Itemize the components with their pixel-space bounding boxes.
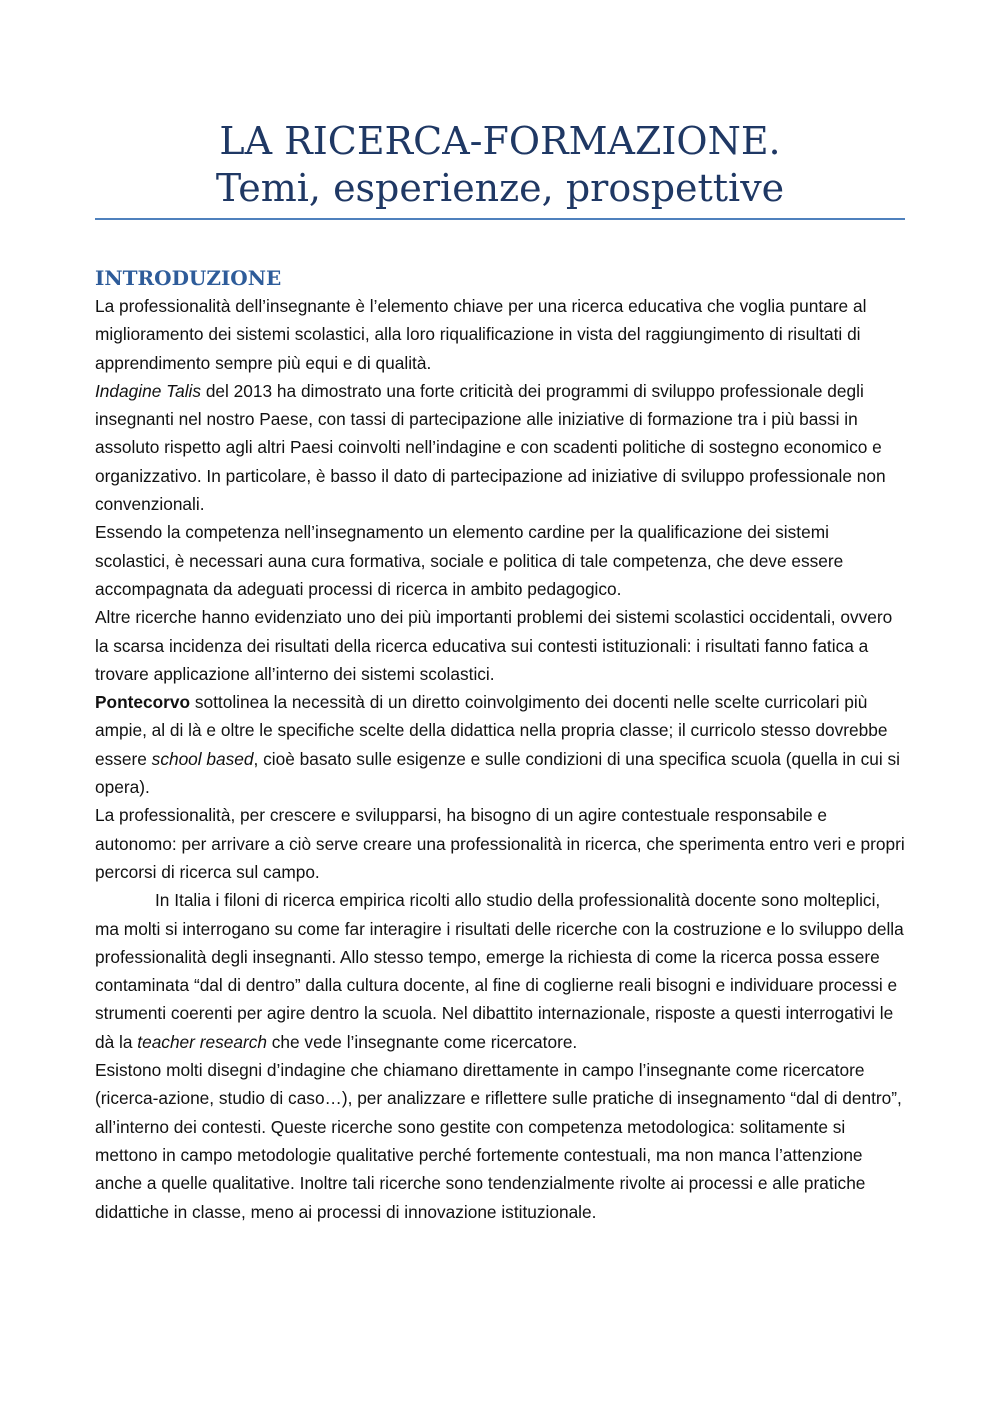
- paragraph-7-italic: teacher research: [137, 1031, 267, 1052]
- paragraph-5-text-2: , cioè basato sulle esigenze e sulle condizioni di una specifica scuola (quella in cui si opera).: [95, 748, 901, 798]
- paragraph-4: Altre ricerche hanno evidenziato uno dei più importanti problemi dei sistemi scolastici occidentali, ovvero la scarsa incidenza dei risultati della ricerca educativa sui contesti istituzionali: i risultati fanno fatica a trovare applicazione all’interno dei sistemi scolastici.: [95, 607, 893, 684]
- paragraph-2: [95, 377, 905, 518]
- paragraph-8: Esistono molti disegni d’indagine che chiamano direttamente in campo l’insegnante come ricercatore (ricerca-azione, studio di caso…), per analizzare e riflettere sulle pratiche di insegnamento “dal di dentro”, all’interno dei contesti. Queste ricerche sono gestite con competenza metodologica: solitamente si mettono in campo metodologie qualitative perché fortemente contestuali, ma non manca l’attenzione anche a quelle qualitative. Inoltre tali ricerche sono tendenzialmente rivolte ai processi e alle pratiche didattiche in classe, meno ai processi di innovazione istituzionale.: [95, 1060, 902, 1222]
- document-page: [95, 118, 905, 1226]
- paragraph-6: La professionalità, per crescere e svilupparsi, ha bisogno di un agire contestuale responsabile e autonomo: per arrivare a ciò serve creare una professionalità in ricerca, che sperimenta entro veri e propri percorsi di ricerca sul campo.: [95, 805, 905, 882]
- document-body: [95, 292, 905, 1226]
- title-line-1: LA RICERCA-FORMAZIONE.: [219, 119, 781, 163]
- paragraph-1: La professionalità dell’insegnante è l’elemento chiave per una ricerca educativa che voglia puntare al miglioramento dei sistemi scolastici, alla loro riqualificazione in vista del raggiungimento di risultati di apprendimento sempre più equi e di qualità.: [95, 296, 867, 373]
- paragraph-5-italic: school based: [151, 748, 254, 769]
- paragraph-2-italic: Indagine Talis: [95, 380, 202, 401]
- title-line-2: Temi, esperienze, prospettive: [215, 166, 785, 210]
- paragraph-5-text-1: sottolinea la necessità di un diretto coinvolgimento dei docenti nelle scelte curricolari più ampie, al di là e oltre le specifiche scelte della didattica nella propria classe; il curricolo stesso dovrebbe essere: [95, 692, 888, 769]
- paragraph-7-text-2: che vede l’insegnante come ricercatore.: [266, 1031, 578, 1052]
- paragraph-5: [95, 688, 905, 801]
- paragraph-2-text: del 2013 ha dimostrato una forte criticità dei programmi di sviluppo professionale degli insegnanti nel nostro Paese, con tassi di partecipazione alle iniziative di formazione tra i più bassi in assoluto rispetto agli altri Paesi coinvolti nell’indagine e con scadenti politiche di sostegno economico e organizzativo. In particolare, è basso il dato di partecipazione ad iniziative di sviluppo professionale non convenzionali.: [95, 380, 886, 515]
- paragraph-7: [95, 886, 905, 1056]
- section-heading-introduzione: INTRODUZIONE: [95, 266, 282, 290]
- paragraph-7-text-1: In Italia i filoni di ricerca empirica ricolti allo studio della professionalità docente sono molteplici, ma molti si interrogano su come far interagire i risultati delle ricerche con la costruzione e lo sviluppo della professionalità degli insegnanti. Allo stesso tempo, emerge la richiesta di come la ricerca possa essere contaminata “dal di dentro” dalla cultura docente, al fine di coglierne reali bisogni e individuare processi e strumenti coerenti per agire dentro la scuola. Nel dibattito internazionale, risposte a questi interrogativi le dà la: [95, 890, 904, 1052]
- paragraph-3: Essendo la competenza nell’insegnamento un elemento cardine per la qualificazione dei sistemi scolastici, è necessari auna cura formativa, sociale e politica di tale competenza, che deve essere accompagnata da adeguati processi di ricerca in ambito pedagogico.: [95, 522, 844, 599]
- document-title: [95, 118, 905, 212]
- title-underline: [95, 218, 905, 220]
- paragraph-5-bold: Pontecorvo: [95, 692, 191, 713]
